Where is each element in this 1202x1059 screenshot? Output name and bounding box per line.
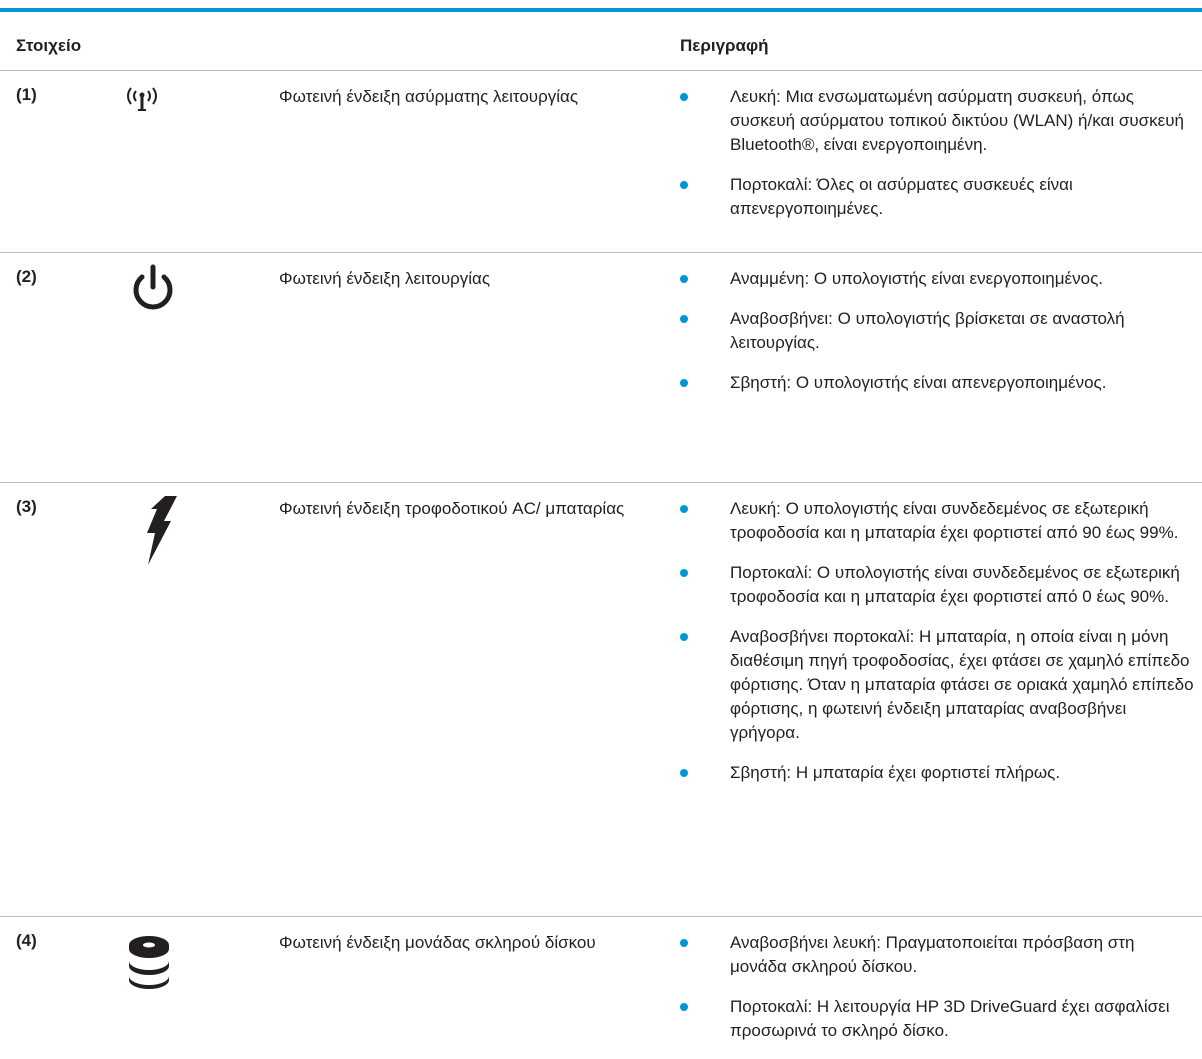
bullet-dot xyxy=(680,939,688,947)
bullet-text: Πορτοκαλί: Ο υπολογιστής είναι συνδεδεμένος σε εξωτερική τροφοδοσία και η μπαταρία έχει φορτιστεί από 0 έως 90%. xyxy=(730,563,1180,606)
column-header-item: Στοιχείο xyxy=(16,36,82,55)
bullet-dot xyxy=(680,379,688,387)
item-name: Φωτεινή ένδειξη μονάδας σκληρού δίσκου xyxy=(279,933,596,952)
bullet-text: Λευκή: Ο υπολογιστής είναι συνδεδεμένος σε εξωτερική τροφοδοσία και η μπαταρία έχει φορτιστεί από 90 έως 99%. xyxy=(730,499,1179,542)
item-name: Φωτεινή ένδειξη ασύρματης λειτουργίας xyxy=(279,87,579,106)
power-icon xyxy=(129,263,177,318)
bullet-text: Σβηστή: Ο υπολογιστής είναι απενεργοποιημένος. xyxy=(730,373,1107,392)
bullet-text: Πορτοκαλί: Όλες οι ασύρματες συσκευές είναι απενεργοποιημένες. xyxy=(730,175,1073,218)
item-number: (2) xyxy=(16,267,37,286)
list-item xyxy=(665,371,1195,395)
bullet-text: Σβηστή: Η μπαταρία έχει φορτιστεί πλήρως. xyxy=(730,763,1061,782)
item-description xyxy=(665,267,1195,411)
table-row xyxy=(0,71,1202,253)
bullet-dot xyxy=(680,93,688,101)
list-item xyxy=(665,85,1195,157)
list-item xyxy=(665,497,1195,545)
bullet-text: Αναβοσβήνει λευκή: Πραγματοποιείται πρόσβαση στη μονάδα σκληρού δίσκου. xyxy=(730,933,1135,976)
list-item xyxy=(665,561,1195,609)
table-row xyxy=(0,253,1202,483)
lightning-icon xyxy=(140,495,180,572)
list-item xyxy=(665,173,1195,221)
hard-drive-icon xyxy=(127,931,171,994)
bullet-text: Αναβοσβήνει πορτοκαλί: Η μπαταρία, η οποία είναι η μόνη διαθέσιμη πηγή τροφοδοσίας, έχει φτάσει σε χαμηλό επίπεδο φόρτισης. Όταν η μπαταρία φτάσει σε οριακά χαμηλό επίπεδο φόρτισης, η φωτεινή ένδειξη μπαταρίας αναβοσβήνει γρήγορα. xyxy=(730,627,1194,742)
bullet-dot xyxy=(680,505,688,513)
table-row xyxy=(0,483,1202,917)
bullet-text: Λευκή: Μια ενσωματωμένη ασύρματη συσκευή, όπως συσκευή ασύρματου τοπικού δικτύου (WLAN) ή/και συσκευή Bluetooth®, είναι ενεργοποιημένη. xyxy=(730,87,1184,154)
bullet-text: Αναβοσβήνει: Ο υπολογιστής βρίσκεται σε αναστολή λειτουργίας. xyxy=(730,309,1125,352)
list-item xyxy=(665,761,1195,785)
item-number: (4) xyxy=(16,931,37,950)
list-item xyxy=(665,625,1195,745)
item-number: (3) xyxy=(16,497,37,516)
list-item xyxy=(665,995,1195,1043)
item-description xyxy=(665,497,1195,801)
table-row xyxy=(0,917,1202,1058)
list-item xyxy=(665,931,1195,979)
bullet-dot xyxy=(680,1003,688,1011)
bullet-text: Αναμμένη: Ο υπολογιστής είναι ενεργοποιημένος. xyxy=(730,269,1103,288)
bullet-dot xyxy=(680,181,688,189)
list-item xyxy=(665,267,1195,291)
item-name: Φωτεινή ένδειξη τροφοδοτικού AC/ μπαταρίας xyxy=(279,499,625,518)
wireless-icon xyxy=(122,83,162,122)
bullet-dot xyxy=(680,569,688,577)
column-header-description: Περιγραφή xyxy=(680,36,769,55)
bullet-text: Πορτοκαλί: Η λειτουργία HP 3D DriveGuard έχει ασφαλίσει προσωρινά το σκληρό δίσκο. xyxy=(730,997,1170,1040)
item-description xyxy=(665,931,1195,1059)
item-description xyxy=(665,85,1195,237)
bullet-dot xyxy=(680,769,688,777)
bullet-dot xyxy=(680,275,688,283)
item-name: Φωτεινή ένδειξη λειτουργίας xyxy=(279,269,491,288)
table-header xyxy=(0,12,1202,71)
bullet-dot xyxy=(680,315,688,323)
bullet-dot xyxy=(680,633,688,641)
list-item xyxy=(665,307,1195,355)
item-number: (1) xyxy=(16,85,37,104)
